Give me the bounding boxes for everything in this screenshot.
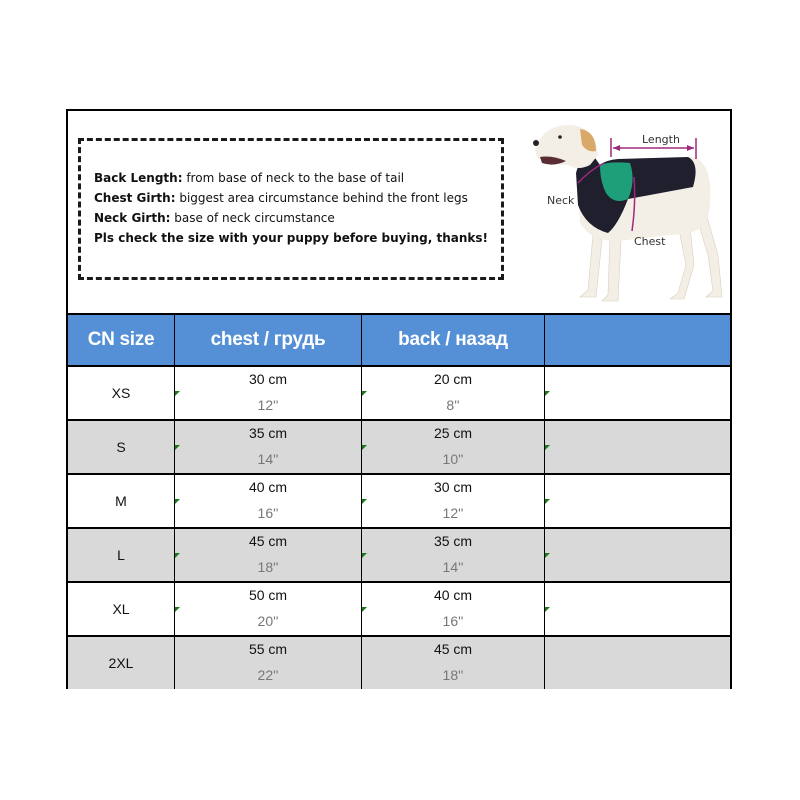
header-cn-size: CN size	[87, 329, 155, 350]
size-cell: M	[115, 493, 127, 509]
size-cell: 2XL	[108, 655, 134, 671]
measurement-notes	[94, 168, 488, 248]
cell-comment-marker	[175, 391, 180, 396]
size-chart-frame	[66, 109, 732, 689]
size-table	[68, 313, 730, 689]
chest-cell: 40 cm 16''	[174, 475, 361, 527]
cell-comment-marker	[175, 445, 180, 450]
chest-cell: 35 cm 14''	[174, 421, 361, 473]
table-row	[68, 581, 730, 635]
back-cell: 45 cm 18''	[361, 637, 544, 689]
back-cell: 30 cm 12''	[361, 475, 544, 527]
empty-cell	[544, 367, 730, 419]
back-cell: 35 cm 14''	[361, 529, 544, 581]
dog-eye	[558, 135, 562, 139]
cell-comment-marker	[362, 445, 367, 450]
size-cell: L	[117, 547, 125, 563]
back-cell: 25 cm 10''	[361, 421, 544, 473]
table-header-row	[68, 313, 730, 365]
note-chest-girth: Chest Girth: biggest area circumstance behind the front legs	[94, 191, 468, 205]
cell-comment-marker	[545, 553, 550, 558]
back-cell: 20 cm 8''	[361, 367, 544, 419]
empty-cell	[544, 529, 730, 581]
empty-cell	[544, 583, 730, 635]
size-cell: S	[116, 439, 126, 455]
cell-comment-marker	[545, 607, 550, 612]
note-neck-girth: Neck Girth: base of neck circumstance	[94, 211, 335, 225]
cell-comment-marker	[362, 391, 367, 396]
chest-cell: 50 cm 20''	[174, 583, 361, 635]
chest-cell: 55 cm 22''	[174, 637, 361, 689]
table-row	[68, 365, 730, 419]
cell-comment-marker	[175, 499, 180, 504]
measurement-notes-box	[78, 138, 504, 280]
cell-comment-marker	[545, 499, 550, 504]
empty-cell	[544, 475, 730, 527]
chest-label: Chest	[634, 235, 666, 248]
table-row	[68, 635, 730, 689]
header-back: back / назад	[361, 315, 544, 365]
cell-comment-marker	[175, 607, 180, 612]
header-chest: chest / грудь	[174, 315, 361, 365]
size-cell: XS	[111, 385, 131, 401]
header-empty	[544, 315, 730, 365]
table-row	[68, 419, 730, 473]
chest-cell: 45 cm 18''	[174, 529, 361, 581]
empty-cell	[544, 421, 730, 473]
cell-comment-marker	[545, 391, 550, 396]
cell-comment-marker	[175, 553, 180, 558]
table-row	[68, 527, 730, 581]
chest-cell: 30 cm 12''	[174, 367, 361, 419]
cell-comment-marker	[545, 445, 550, 450]
length-label: Length	[642, 133, 680, 146]
neck-label: Neck	[547, 194, 575, 207]
size-cell: XL	[112, 601, 130, 617]
dog-nose	[533, 140, 539, 146]
dog-measurement-diagram	[518, 115, 728, 310]
empty-cell	[544, 637, 730, 689]
note-check-size: Pls check the size with your puppy before buying, thanks!	[94, 231, 489, 245]
cell-comment-marker	[362, 607, 367, 612]
back-cell: 40 cm 16''	[361, 583, 544, 635]
measurement-info-panel	[68, 111, 730, 313]
cell-comment-marker	[362, 499, 367, 504]
note-back-length: Back Length: from base of neck to the base of tail	[94, 171, 405, 185]
cell-comment-marker	[362, 553, 367, 558]
table-row	[68, 473, 730, 527]
